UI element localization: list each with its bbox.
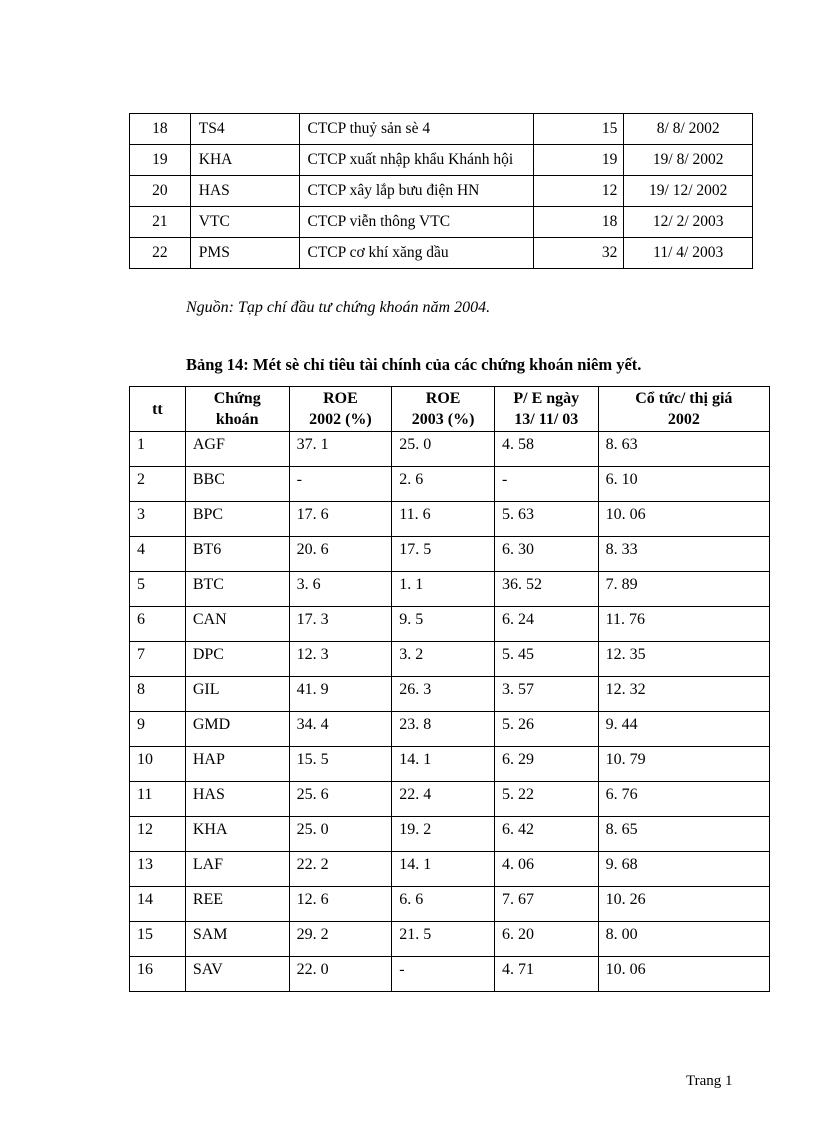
cell-tt: 13 (130, 852, 186, 887)
cell-roe02: - (289, 467, 392, 502)
cell-code: KHA (190, 145, 299, 176)
cell-no: 21 (130, 207, 191, 238)
cell-tt: 16 (130, 957, 186, 992)
cell-div: 8. 63 (598, 432, 769, 467)
cell-code: REE (185, 887, 289, 922)
table-row (130, 207, 753, 238)
cell-div: 10. 06 (598, 502, 769, 537)
cell-roe02: 20. 6 (289, 537, 392, 572)
cell-tt: 2 (130, 467, 186, 502)
cell-div: 8. 65 (598, 817, 769, 852)
cell-roe02: 17. 3 (289, 607, 392, 642)
table-row (130, 432, 770, 467)
cell-date: 19/ 8/ 2002 (624, 145, 753, 176)
cell-pe: 5. 45 (494, 642, 598, 677)
cell-div: 9. 68 (598, 852, 769, 887)
cell-roe02: 12. 6 (289, 887, 392, 922)
cell-tt: 4 (130, 537, 186, 572)
cell-tt: 7 (130, 642, 186, 677)
cell-pe: 6. 29 (494, 747, 598, 782)
cell-tt: 5 (130, 572, 186, 607)
cell-roe02: 12. 3 (289, 642, 392, 677)
header-tt: tt (130, 387, 186, 432)
cell-code: DPC (185, 642, 289, 677)
table-row (130, 887, 770, 922)
cell-tt: 8 (130, 677, 186, 712)
cell-no: 18 (130, 114, 191, 145)
cell-pe: 36. 52 (494, 572, 598, 607)
table-row (130, 176, 753, 207)
header-code: Chứng khoán (185, 387, 289, 432)
cell-date: 12/ 2/ 2003 (624, 207, 753, 238)
table-row (130, 747, 770, 782)
cell-roe02: 22. 2 (289, 852, 392, 887)
cell-date: 11/ 4/ 2003 (624, 238, 753, 269)
cell-div: 7. 89 (598, 572, 769, 607)
cell-roe02: 34. 4 (289, 712, 392, 747)
cell-pe: 6. 30 (494, 537, 598, 572)
cell-roe02: 22. 0 (289, 957, 392, 992)
cell-div: 8. 33 (598, 537, 769, 572)
table-header-row (130, 387, 770, 432)
cell-tt: 14 (130, 887, 186, 922)
cell-code: CAN (185, 607, 289, 642)
table-row (130, 145, 753, 176)
cell-div: 6. 10 (598, 467, 769, 502)
cell-code: AGF (185, 432, 289, 467)
cell-tt: 9 (130, 712, 186, 747)
cell-roe03: 14. 1 (392, 852, 495, 887)
cell-pe: 3. 57 (494, 677, 598, 712)
table-row (130, 502, 770, 537)
cell-roe02: 41. 9 (289, 677, 392, 712)
cell-roe02: 25. 0 (289, 817, 392, 852)
cell-name: CTCP xây lắp bưu điện HN (299, 176, 533, 207)
cell-code: HAS (185, 782, 289, 817)
cell-code: HAP (185, 747, 289, 782)
cell-cap: 15 (533, 114, 624, 145)
cell-roe03: 21. 5 (392, 922, 495, 957)
cell-pe: 6. 20 (494, 922, 598, 957)
cell-tt: 10 (130, 747, 186, 782)
cell-roe03: - (392, 957, 495, 992)
table-title: Bảng 14: Mét sè chỉ tiêu tài chính của các chứng khoán niêm yết. (186, 355, 642, 374)
cell-div: 8. 00 (598, 922, 769, 957)
cell-pe: 5. 22 (494, 782, 598, 817)
header-roe-2002: ROE 2002 (%) (289, 387, 392, 432)
cell-roe03: 2. 6 (392, 467, 495, 502)
cell-pe: 5. 63 (494, 502, 598, 537)
cell-roe02: 29. 2 (289, 922, 392, 957)
cell-div: 10. 06 (598, 957, 769, 992)
table-row (130, 537, 770, 572)
cell-div: 12. 32 (598, 677, 769, 712)
table-row (130, 238, 753, 269)
cell-tt: 3 (130, 502, 186, 537)
cell-roe02: 15. 5 (289, 747, 392, 782)
cell-roe03: 25. 0 (392, 432, 495, 467)
cell-div: 10. 26 (598, 887, 769, 922)
cell-cap: 19 (533, 145, 624, 176)
table-row (130, 712, 770, 747)
cell-roe03: 1. 1 (392, 572, 495, 607)
table-row (130, 957, 770, 992)
cell-pe: 7. 67 (494, 887, 598, 922)
table-row (130, 677, 770, 712)
table-row (130, 817, 770, 852)
cell-code: GMD (185, 712, 289, 747)
cell-tt: 6 (130, 607, 186, 642)
cell-roe03: 26. 3 (392, 677, 495, 712)
cell-cap: 18 (533, 207, 624, 238)
table-row (130, 114, 753, 145)
cell-tt: 1 (130, 432, 186, 467)
cell-roe03: 23. 8 (392, 712, 495, 747)
cell-pe: 5. 26 (494, 712, 598, 747)
header-roe-2003: ROE 2003 (%) (392, 387, 495, 432)
cell-pe: 4. 71 (494, 957, 598, 992)
cell-code: HAS (190, 176, 299, 207)
cell-div: 9. 44 (598, 712, 769, 747)
cell-date: 8/ 8/ 2002 (624, 114, 753, 145)
cell-roe03: 6. 6 (392, 887, 495, 922)
header-pe: P/ E ngày 13/ 11/ 03 (494, 387, 598, 432)
cell-roe03: 19. 2 (392, 817, 495, 852)
cell-name: CTCP thuỷ sản sè 4 (299, 114, 533, 145)
cell-code: TS4 (190, 114, 299, 145)
cell-pe: 6. 42 (494, 817, 598, 852)
table-row (130, 642, 770, 677)
cell-pe: 4. 06 (494, 852, 598, 887)
listing-table (129, 113, 753, 269)
financial-indicators-table (129, 386, 770, 992)
cell-code: VTC (190, 207, 299, 238)
header-dividend-yield: Cổ tức/ thị giá 2002 (598, 387, 769, 432)
cell-cap: 32 (533, 238, 624, 269)
cell-no: 19 (130, 145, 191, 176)
cell-pe: - (494, 467, 598, 502)
cell-name: CTCP viễn thông VTC (299, 207, 533, 238)
cell-roe03: 3. 2 (392, 642, 495, 677)
cell-pe: 6. 24 (494, 607, 598, 642)
cell-code: BTC (185, 572, 289, 607)
cell-pe: 4. 58 (494, 432, 598, 467)
cell-code: KHA (185, 817, 289, 852)
cell-roe02: 25. 6 (289, 782, 392, 817)
cell-roe02: 17. 6 (289, 502, 392, 537)
cell-div: 10. 79 (598, 747, 769, 782)
table-row (130, 572, 770, 607)
cell-roe02: 3. 6 (289, 572, 392, 607)
cell-roe02: 37. 1 (289, 432, 392, 467)
cell-name: CTCP cơ khí xăng dầu (299, 238, 533, 269)
cell-div: 12. 35 (598, 642, 769, 677)
cell-code: SAM (185, 922, 289, 957)
cell-div: 11. 76 (598, 607, 769, 642)
cell-tt: 15 (130, 922, 186, 957)
table-row (130, 467, 770, 502)
cell-code: SAV (185, 957, 289, 992)
cell-no: 20 (130, 176, 191, 207)
page-number: Trang 1 (686, 1073, 733, 1089)
cell-code: BPC (185, 502, 289, 537)
cell-name: CTCP xuất nhập khẩu Khánh hội (299, 145, 533, 176)
cell-code: BBC (185, 467, 289, 502)
cell-tt: 12 (130, 817, 186, 852)
cell-no: 22 (130, 238, 191, 269)
cell-cap: 12 (533, 176, 624, 207)
source-note: Nguồn: Tạp chí đầu tư chứng khoán năm 2004. (186, 299, 491, 316)
cell-roe03: 14. 1 (392, 747, 495, 782)
table-row (130, 922, 770, 957)
table-row (130, 852, 770, 887)
cell-date: 19/ 12/ 2002 (624, 176, 753, 207)
cell-roe03: 17. 5 (392, 537, 495, 572)
cell-roe03: 9. 5 (392, 607, 495, 642)
cell-div: 6. 76 (598, 782, 769, 817)
cell-code: GIL (185, 677, 289, 712)
cell-code: BT6 (185, 537, 289, 572)
table-row (130, 607, 770, 642)
cell-roe03: 11. 6 (392, 502, 495, 537)
cell-roe03: 22. 4 (392, 782, 495, 817)
cell-code: PMS (190, 238, 299, 269)
cell-tt: 11 (130, 782, 186, 817)
table-row (130, 782, 770, 817)
cell-code: LAF (185, 852, 289, 887)
